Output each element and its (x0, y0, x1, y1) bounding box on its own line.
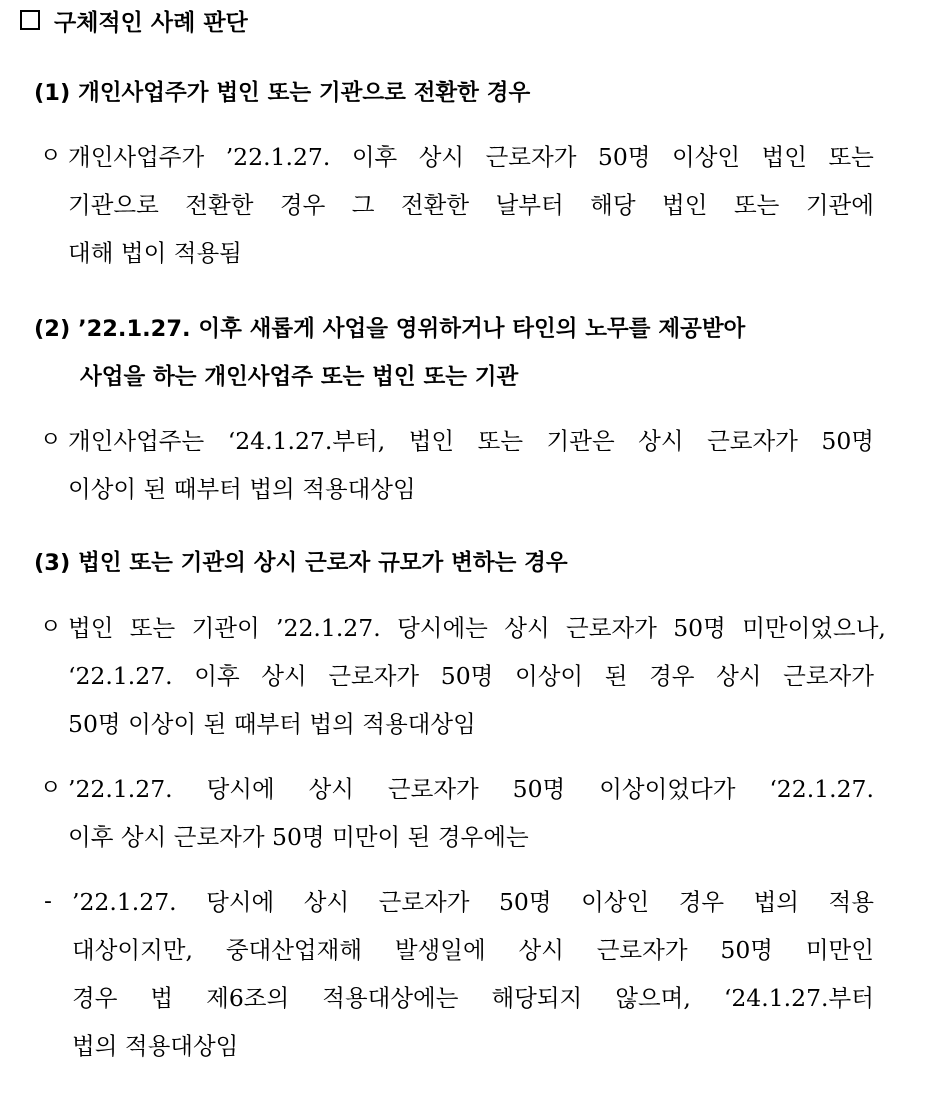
paragraph-line: ’22.1.27. 당시에 상시 근로자가 50명 이상이었다가 ‘22.1.27. (68, 775, 874, 803)
subsection-heading-2-cont (80, 353, 518, 401)
bullet-marker: ㅇ (40, 776, 62, 801)
paragraph-line: 대해 법이 적용됨 (68, 239, 242, 267)
paragraph-line: 개인사업주는 ‘24.1.27.부터, 법인 또는 기관은 상시 근로자가 50명 (68, 427, 874, 455)
dash-marker: - (44, 889, 52, 914)
paragraph-line: 경우 법 제6조의 적용대상에는 해당되지 않으며, ‘24.1.27.부터 (72, 984, 874, 1012)
paragraph-line: ‘22.1.27. 이후 상시 근로자가 50명 이상이 된 경우 상시 근로자가 (68, 662, 874, 690)
subsection-heading-1 (34, 69, 530, 117)
paragraph-line: ’22.1.27. 당시에 상시 근로자가 50명 이상인 경우 법의 적용 (72, 888, 874, 916)
bullet-marker: ㅇ (40, 428, 62, 453)
section-title: 구체적인 사례 판단 (54, 9, 248, 36)
paragraph-line: 기관으로 전환한 경우 그 전환한 날부터 해당 법인 또는 기관에 (68, 191, 874, 219)
paragraph-line: 법인 또는 기관이 ’22.1.27. 당시에는 상시 근로자가 50명 미만이었으나, (68, 614, 886, 642)
subsection-title-line: 법인 또는 기관의 상시 근로자 규모가 변하는 경우 (78, 550, 568, 576)
subsection-title-line: 사업을 하는 개인사업주 또는 법인 또는 기관 (80, 364, 519, 390)
paragraph-line: 개인사업주가 ’22.1.27. 이후 상시 근로자가 50명 이상인 법인 또는 (68, 143, 874, 171)
paragraph-line: 50명 이상이 된 때부터 법의 적용대상임 (68, 710, 476, 738)
subsection-number: (3) (34, 550, 71, 576)
paragraph-line: 이후 상시 근로자가 50명 미만이 된 경우에는 (68, 823, 529, 851)
subsection-number: (1) (34, 80, 71, 106)
subsection-number: (2) (34, 316, 71, 342)
subsection-title-line: ’22.1.27. 이후 새롭게 사업을 영위하거나 타인의 노무를 제공받아 (78, 316, 746, 342)
subsection-title-line: 개인사업주가 법인 또는 기관으로 전환한 경우 (78, 80, 531, 106)
paragraph-line: 이상이 된 때부터 법의 적용대상임 (68, 475, 416, 503)
subsection-heading-3 (34, 539, 568, 587)
section-header (20, 2, 248, 38)
bullet-marker: ㅇ (40, 144, 62, 169)
bullet-marker: ㅇ (40, 615, 62, 640)
paragraph-line: 법의 적용대상임 (72, 1032, 239, 1060)
paragraph-line: 대상이지만, 중대산업재해 발생일에 상시 근로자가 50명 미만인 (72, 936, 874, 964)
subsection-heading-2 (34, 305, 745, 353)
checkbox-icon (20, 10, 40, 30)
